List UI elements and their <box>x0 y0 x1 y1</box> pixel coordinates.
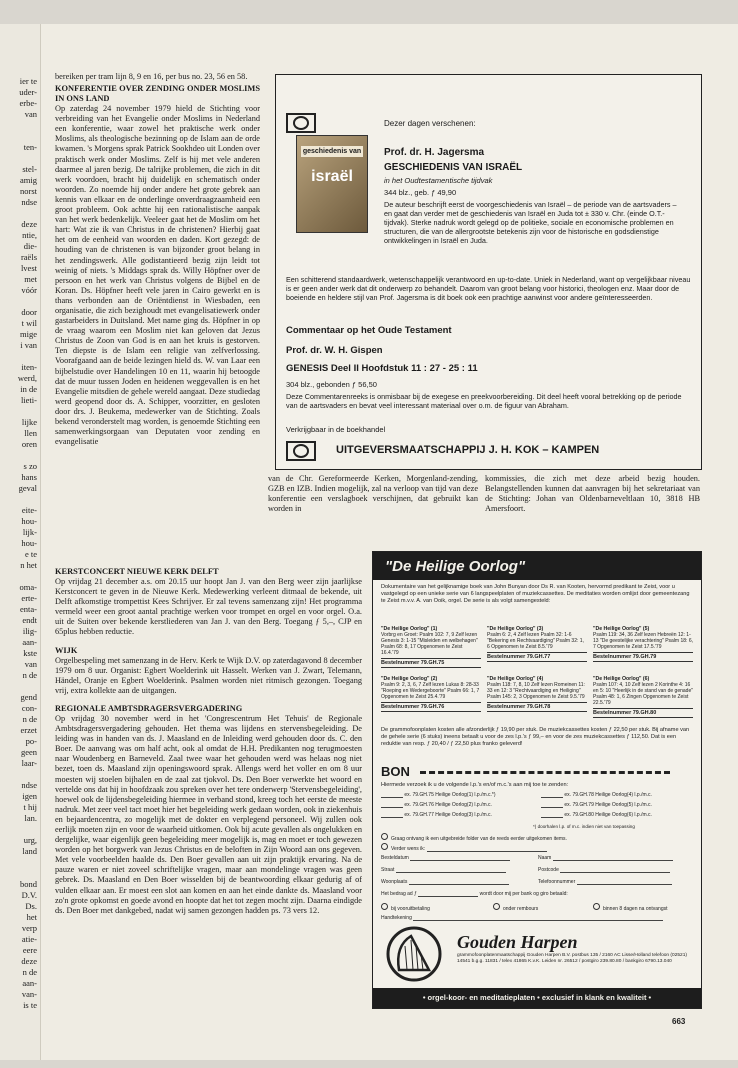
price-text: De grammofoonplaten kosten alle afzonderlijk ƒ 19,90 per stuk. De muziekcassettes kosten ƒ 22,50 per stuk. Bij afname van de gehele serie (6 stuks) ineens betaalt u voor de zes l.p.'s ƒ 99,– en voor de zes muziekcassettes ƒ 112,50. Dat is een reduktie van resp. ƒ 20,40 / ƒ 22,50 plus franko geleverd! <box>381 727 690 747</box>
gutter-fragment: geen <box>20 747 37 757</box>
author-jagersma: Prof. dr. H. Jagersma <box>384 147 485 158</box>
gutter-fragment: werd, <box>17 373 37 383</box>
folder-option-label: Graag ontvang ik een uitgebreide folder van de reeds eerder uitgekomen items. <box>391 836 567 842</box>
gutter-fragment: land <box>22 846 37 856</box>
pay-vooruit[interactable]: bij vooruitbetaling <box>381 903 430 912</box>
page-number: 663 <box>672 1017 686 1026</box>
gutter-fragment: is te <box>23 1000 37 1010</box>
bon-intro: Hiermede verzoek ik u de volgende l.p.'s en/of m.c.'s aan mij toe te zenden: <box>381 782 569 788</box>
desc-geschiedenis: De auteur beschrijft eerst de voorgeschiedenis van Israël – de periode van de aartsvaders – en gaat dan verder met de geschiedenis van Israël en Juda tot ± 330 v. Chr. (einde O.T.-tijdvak). Sterke nadruk wordt gelegd op de politieke, sociale en economische problemen en structuren, die van de allergrootste betekenis zijn voor de historische en godsdienstige ontwikkelingen in Israël en Juda. <box>384 200 677 245</box>
heading-kerstconcert: KERSTCONCERT NIEUWE KERK DELFT <box>55 567 219 576</box>
gutter-fragment: n de <box>22 714 37 724</box>
field-telefoon[interactable]: Telefoonnummer <box>538 879 672 885</box>
pay-rembours[interactable]: onder rembours <box>493 903 538 912</box>
bon-label: BON <box>381 764 410 779</box>
heading-konferentie: KONFERENTIE OVER ZENDING ONDER MOSLIMS IN ONS LAND <box>55 84 260 104</box>
series-item-details: Psalm 107: 4, 10 Zelf lezen 2 Korinthe 4: 16 en 5: 10 "Heerlijk in de stand van de genade" Psalm 48: 1, 6 Zingen Opgenomen te Zeist 22.5.'79 <box>593 682 694 706</box>
gutter-fragment: eere <box>22 945 37 955</box>
gutter-fragment: con- <box>21 703 37 713</box>
series-item-details: Psalm 6: 2, 4 Zelf lezen Psalm 32: 1-6 "Bekering en Rechtvaardiging" Psalm 32: 1, 6 Opgenomen te Zeist 8.5.'79 <box>487 632 584 650</box>
series-order-number: Bestelnummer 79.GH.80 <box>593 708 693 718</box>
gutter-fragment: lvest <box>20 263 37 273</box>
gutter-fragment: ilig- <box>22 626 37 636</box>
gutter-fragment: lijke <box>21 417 37 427</box>
series-item-title: "De Heilige Oorlog" (4) <box>487 676 544 682</box>
heilige-oorlog-advertisement <box>372 551 702 1009</box>
heading-wijk: WIJK <box>55 645 78 655</box>
series-order-number: Bestelnummer 79.GH.77 <box>487 652 587 662</box>
gutter-fragment: llen <box>24 428 37 438</box>
series-order-number: Bestelnummer 79.GH.79 <box>593 652 693 662</box>
ad-footer-banner: • orgel-koor- en meditatieplaten • exclusief in klank en kwaliteit • <box>373 988 701 1008</box>
order-line[interactable]: ex. 79.GH.75 Heilige Oorlog(1) l.p./m.c.*) <box>381 792 496 798</box>
gutter-fragment: hou- <box>21 538 37 548</box>
price-genesis: 304 blz., gebonden ƒ 56,50 <box>286 380 377 389</box>
gutter-fragment: van <box>24 659 37 669</box>
gutter-fragment: atie- <box>21 934 37 944</box>
gutter-fragment: deze <box>21 219 37 229</box>
series-item-title: "De Heilige Oorlog" (6) <box>593 676 650 682</box>
field-handtekening[interactable]: Handtekening <box>381 915 663 921</box>
gutter-fragment: oma- <box>19 582 37 592</box>
gutter-fragment <box>0 296 40 307</box>
gutter-fragment <box>0 571 40 582</box>
gutter-fragment: erzet <box>20 725 37 735</box>
series-order-number: Bestelnummer 79.GH.75 <box>381 658 481 668</box>
price-geschiedenis: 344 blz., geb. ƒ 49,90 <box>384 188 457 197</box>
gutter-fragment: van- <box>21 989 37 999</box>
gutter-fragment: oren <box>21 439 37 449</box>
order-footnote: *) doorhalen l.p. of m.c. indien niet van toepassing <box>533 824 635 829</box>
gutter-fragment: aan- <box>22 978 37 988</box>
book-cover-big: israël <box>311 168 353 185</box>
subtitle-geschiedenis: in het Oudtestamentische tijdvak <box>384 176 493 185</box>
gutter-fragment <box>0 131 40 142</box>
gutter-fragment: norst <box>20 186 37 196</box>
series-item-title: "De Heilige Oorlog" (3) <box>487 626 544 632</box>
author-gispen: Prof. dr. W. H. Gispen <box>286 345 383 356</box>
ambtsdragers-body: Op vrijdag 30 november werd in het 'Congrescentrum Het Tehuis' de Regionale Ambtsdragersvergadering gehouden. Het thema was lijdens en stervensbegeleiding. De leiding was in handen van ds. J. Maasland en de Inleiding werd gehouden door ds. C. den Boer. De aanvang was om half acht, ook al omdat de H.H. Predikanten nog terugmoesten naar Woudenberg en Barneveld. Zaal twee waar het gehouden werd was helaas nog niet bezet, toen ds. Maasland zijn openingswoord sprak. Allengs werd het voller en om 8 uur moesten wij stoelen bijhalen en de zaal zat tjokvol. Ds. Den Boer verwerkte het woord en vertelde ons dat hij in hoofdzaak zou spreken over het tere onderwerp 'Stervensbegeleiding', hoewel ook de lijdensbegeleiding hiermee in verband stond, kreeg toch het eerste de meeste nadruk. Met zeer veel tact moet hier het begeleiding werk gedaan worden, ook in ziekenhuis en bejaardencentra, zo mogelijk met de dokter en verplegend personeel. Wij zullen ook eerlijk moeten zijn en voor de waarheid uitkomen. Ook bij acute gevallen als ongelukken en dergelijke, waar eigenlijk geen begeleiding meer mogelijk is, mag en moet er toch gewezen worden op het borgwerk van Jezus Christus en de beloften in Zijn Woord aan ons gegeven. Met vele voorbeelden haalde ds. Den Boer gevallen aan uit zijn praktijk ervaring. Na de pauze waren er niet zoveel schriftelijke vragen, maar aan mondelinge vragen was geen gebrek. Ds. Maasland en Den Boer wisselden bij de beantwoording elkaar gedurig af of vulden elkaar aan. Er moest een slot aan komen en aan het einde dankte ds. Maasland voor zo'n grote opkomst en goede avond en hoopte dat het tot zegen mocht zijn. Daarna eindigde ds. Den Boer met dankgebed, nadat wij samen gezongen hadden ps. 73 vers 12. <box>55 713 362 915</box>
field-straat[interactable]: Straat <box>381 867 506 873</box>
gutter-fragment: igen <box>22 791 37 801</box>
order-line[interactable]: ex. 79.GH.76 Heilige Oorlog(2) l.p./m.c. <box>381 802 492 808</box>
gutter-fragment: endt <box>22 615 37 625</box>
gutter-fragment: lan. <box>24 813 37 823</box>
heading-ambtsdragers: REGIONALE AMBTSDRAGERSVERGADERING <box>55 703 243 713</box>
ad-intro: Dokumentaire van het gelijknamige boek van John Bunyan door Ds R. van Kooten, hervormd predikant te Zeist, voor u vastgelegd op een unieke serie van 6 langspeelplaten of muziekcassettes. De meditaties worden omlijst door gemeentezang te Zeist m.v.v. A. van Ooik, orgel. De serie is als volgt samengesteld: <box>381 584 690 604</box>
article-continuation-right <box>485 474 700 516</box>
gutter-fragment <box>0 824 40 835</box>
gutter-fragment: amig <box>20 175 37 185</box>
kok-logo-icon-bottom <box>286 441 316 461</box>
gutter-fragment: eite- <box>21 505 37 515</box>
series-item-details: Psalm 9: 2, 3, 6, 7 Zelf lezen Lukas 8: 28-33 "Roeping en Wedergeboorte" Psalm 66: 1, 7 Opgenomen te Zeist 25.4.'79 <box>381 682 480 700</box>
continuation-text-a: van de Chr. Gereformeerde Kerken, Morgenland-zending, GZB en IZB. Indien mogelijk, zal na verloop van tijd van deze konferentie een verslagboek verschijnen, dat gebruikt kan worden in <box>268 474 478 514</box>
gutter-fragment <box>0 153 40 164</box>
gutter-fragment: ier te <box>19 76 37 86</box>
gutter-fragment: n de <box>22 967 37 977</box>
gutter-fragment <box>0 868 40 879</box>
gutter-fragment: lijk- <box>22 527 37 537</box>
gutter-fragment: po- <box>25 736 37 746</box>
ad-title: "De Heilige Oorlog" <box>373 552 701 580</box>
gutter-fragment: verp <box>21 923 37 933</box>
gutter-fragment: t hij <box>23 802 37 812</box>
gutter-fragment: erte- <box>21 593 37 603</box>
series-item-details: Psalm 118: 7, 8, 10 Zelf lezen Romeinen 11: 33 en 12: 3 "Rechtvaardiging en Heiliging" Psalm 145: 2, 3 Opgenomen te Zeist 9.5.'79 <box>487 682 585 700</box>
gutter-fragment: geval <box>18 483 37 493</box>
series-item <box>487 626 587 662</box>
order-line[interactable]: ex. 79.GH.80 Heilige Oorlog(6) l.p./m.c. <box>541 812 652 818</box>
article-column-left <box>55 72 260 522</box>
gutter-fragment: t wil <box>21 318 37 328</box>
gutter-fragment <box>0 769 40 780</box>
order-line[interactable]: ex. 79.GH.77 Heilige Oorlog(3) l.p./m.c. <box>381 812 492 818</box>
gutter-fragment: ndse <box>21 780 37 790</box>
series-order-number: Bestelnummer 79.GH.76 <box>381 702 481 712</box>
gutter-fragment <box>0 450 40 461</box>
article-konferentie-body: Op zaterdag 24 november 1979 hield de Stichting voor verbreiding van het Evangelie onder Moslims in Nederland een konferentie, waar zowel het praktische werk onder Moslims, als theologische bezinning op de Islam aan de orde kwamen. 's Morgens sprak Patrick Sookhdeo uit Londen over praktisch werk onder Moslims. Zelf is hij met vele anderen daarmee al jaren bezig. De talrijke problemen, die zich in dit werk voordoen, bracht hij duidelijk en schematisch onder woorden. Zo noemde hij onder andere het grote gebrek aan kennis van elkaar en de onderlinge onverdraagzaamheid een groot probleem. Ook achtte hij een rationalistische aanpak van het werk bedenkelijk. Veeleer gaat het de Moslim om het hart: Wat zie ik van Christus in de christenen? Hierbij gaat het om de eenheid van woorden en daden. Kort gezegd: de houding van de christenen is van bijzonder groot belang in het zendingswerk. Alle godistantieerd bezig zijn leidt tot weinig of niets. 's Middags sprak ds. Willy Höpfner over de persoon en het werk van Christus volgens de Bijbel en de Koran. Ds. Höpfner heeft vele jaren in Cairo gewerkt en is thans verbonden aan de Oriëntdienst in Wiesbaden, een organisatie, die zich bezighoudt met evangelisatiewerk onder gastarbeiders in Duitsland. Met name ging ds. Höpfner in op de vraag waarom een Moslim niet kan geloven dat Jezus Christus de Zoon van God is en aan het kruis is gestorven. Ten diepste is de Islam een religie van zelfverlossing. Voorafgaand aan de beide lezingen hield ds. W. van Laar een bijbelstudie over Handelingen 10 en 11, waarin hij betoogde dat de muur tussen Joden en heidenen weggevallen is en het Evangelie mitsdien de gehele wereld aangaat. Deze studiedag werd geopend door ds. A. Schipper, voorzitter, en gesloten door drs. J. Beukema, medewerker van de Stichting. Zoals bekend veronderstelt mag worden, is genoemde Stichting een samenwerkingsorgaan van Deputaten voor zending en evangelisatie <box>55 104 260 447</box>
gutter-fragment: in de <box>20 384 37 394</box>
gutter-fragment <box>0 857 40 868</box>
desc-geschiedenis-2: Een schitterend standaardwerk, wetenschappelijk verantwoord en up-to-date. Uniek in Nederland, want op vergelijkbaar niveau is er geen ander werk dat dit onderwerp zo behandelt. Daarom van groot belang voor historici, theologen enz. Maar door de boeiende en heldere stijl van Prof. Jagersma is dit boek ook een prachtige aanwinst voor andere geïnteresseerden. <box>286 275 691 302</box>
title-geschiedenis: GESCHIEDENIS VAN ISRAËL <box>384 162 523 173</box>
gutter-fragment: uder- <box>19 87 37 97</box>
verder-option[interactable] <box>381 843 547 852</box>
gutter-fragment: met <box>24 274 37 284</box>
left-gutter-clipped-column <box>0 24 41 1060</box>
gutter-fragment: s zo <box>23 461 37 471</box>
kok-logo-icon <box>286 113 316 133</box>
gutter-fragment: i van <box>20 340 37 350</box>
wijk-body: Orgelbespeling met samenzang in de Herv. Kerk te Wijk D.V. op zaterdagavond 8 december 1979 om 8 uur. Organist: Egbert Woelderink uit Hasselt. Werken van J. Zwart, Telemann, Händel, Oranje en Egbert Woelderink. Psalmen worden niet ritmisch gezongen. Toegang vrij, extra kollekte aan de uitgangen. <box>55 655 362 695</box>
gutter-fragment: het <box>26 912 37 922</box>
series-item <box>487 676 587 712</box>
gutter-fragment <box>0 494 40 505</box>
pay-binnen[interactable]: binnen 8 dagen na ontvangst <box>593 903 668 912</box>
gutter-fragment: n de <box>22 670 37 680</box>
article-continuation-left <box>268 474 478 516</box>
gutter-fragment <box>0 208 40 219</box>
series-item-title: "De Heilige Oorlog" (5) <box>593 626 650 632</box>
gutter-fragment <box>0 406 40 417</box>
field-woonplaats[interactable]: Woonplaats <box>381 879 509 885</box>
kok-advertisement <box>275 74 702 470</box>
publisher-name: UITGEVERSMAATSCHAPPIJ J. H. KOK – KAMPEN <box>336 444 600 456</box>
order-line[interactable]: ex. 79.GH.79 Heilige Oorlog(5) l.p./m.c. <box>541 802 652 808</box>
magazine-page <box>0 24 738 1060</box>
continuation-text-b: kommissies, die zich met deze arbeid bezig houden. Belangstellenden kunnen dat aanvragen bij het sekretariaat van de Stichting: Johan van Oldenbarneveltlaan 10, 3818 HB Amersfoort. <box>485 474 700 514</box>
book-cover-title: geschiedenis van <box>302 148 362 155</box>
bon-heading <box>381 764 693 779</box>
field-postcode[interactable]: Postcode <box>538 867 670 873</box>
brand-address: grammofoonplatenmaatschappij Gouden Harpen B.V. postbus 135 / 2160 AC Lisse/Holland telefoon (02521) 14541 b.g.g. 11831 / telex 41865 K.v.K. Leiden nr. 26512 / postgiro 239.80.80 / bankgiro 6790.13.040 <box>457 953 687 964</box>
gutter-fragment: urg, <box>23 835 37 845</box>
folder-option[interactable] <box>381 833 567 842</box>
series-heading: Commentaar op het Oude Testament <box>286 325 452 336</box>
harp-logo-icon <box>385 926 443 982</box>
gutter-fragment: door <box>21 307 37 317</box>
series-item-title: "De Heilige Oorlog" (2) <box>381 676 438 682</box>
title-genesis: GENESIS Deel II Hoofdstuk 11 : 27 - 25 : 11 <box>286 363 478 374</box>
gutter-fragment: hou- <box>21 516 37 526</box>
series-item-details: Vorbrg en Groet: Psalm 102: 7, 9 Zelf lezen Genesis 3: 1-15 "Misleiden en welbehagen" Psalm 68: 8, 17 Opgenomen te Zeist 16.4.'79 <box>381 632 478 656</box>
order-line[interactable]: ex. 79.GH.78 Heilige Oorlog(4) l.p./m.c. <box>541 792 652 798</box>
series-item-details: Psalm 119: 34, 36 Zelf lezen Hebreën 12: 1-13 "De geestelijke verachtering" Psalm 18: 6, 7 Opgenomen te Zeist 17.5.'79 <box>593 632 693 650</box>
gutter-fragment: deze <box>21 956 37 966</box>
gutter-fragment: n het <box>20 560 37 570</box>
gutter-fragment: ndse <box>21 197 37 207</box>
gutter-fragment: enta- <box>20 604 37 614</box>
gutter-fragment: Ds. <box>25 901 37 911</box>
article-column-lower <box>55 567 362 1007</box>
series-item <box>593 626 693 662</box>
field-bedrag[interactable]: Het bedrag ad ƒ wordt door mij per bank og giro betaald: <box>381 891 568 897</box>
gutter-fragment <box>0 120 40 131</box>
gutter-fragment: e te <box>24 549 37 559</box>
desc-genesis: Deze Commentarenreeks is onmisbaar bij de exegese en preekvoorbereiding. Dit deel heeft vooral betrekking op de periode van de aartsvaders en bevat veel interessant materiaal over o.m. de figuur van Abraham. <box>286 392 682 410</box>
gutter-fragment <box>0 681 40 692</box>
gutter-fragment: erbe- <box>19 98 37 108</box>
gutter-fragment: mige <box>20 329 37 339</box>
gutter-fragment: laar- <box>21 758 37 768</box>
gutter-fragment: lieti- <box>20 395 37 405</box>
gutter-fragment: gend <box>20 692 37 702</box>
field-naam[interactable]: Naam <box>538 855 673 861</box>
gutter-fragment: ten- <box>23 142 37 152</box>
announce-text: Dezer dagen verschenen: <box>384 119 476 128</box>
gutter-fragment: iten- <box>21 362 37 372</box>
intro-text: bereiken per tram lijn 8, 9 en 16, per bus no. 23, 56 en 58. <box>55 72 248 81</box>
gutter-fragment: raëls <box>20 252 37 262</box>
series-item <box>593 676 693 718</box>
gutter-fragment <box>0 351 40 362</box>
brand-name: Gouden Harpen <box>457 932 578 952</box>
gutter-fragment: ntie, <box>22 230 37 240</box>
gutter-fragment: hans <box>21 472 37 482</box>
book-cover-image <box>296 135 368 233</box>
gutter-fragment: kste <box>23 648 37 658</box>
gutter-fragment: vóór <box>21 285 37 295</box>
gutter-fragment: die- <box>23 241 37 251</box>
gutter-fragment: bond <box>20 879 37 889</box>
field-besteldatum[interactable]: Besteldatum <box>381 855 510 861</box>
series-order-number: Bestelnummer 79.GH.78 <box>487 702 587 712</box>
availability-text: Verkrijgbaar in de boekhandel <box>286 425 386 434</box>
gutter-fragment: aan- <box>22 637 37 647</box>
kerstconcert-body: Op vrijdag 21 december a.s. om 20.15 uur hoopt Jan J. van den Berg weer zijn jaarlijkse Kerstconcert te geven in de Nieuwe Kerk. Medewerking verleent ditmaal de bekende, uit Delft afkomstige trompettist Kees Schrijver. Er zal tevens samenzang zijn! Het programma vermeld weer een groot aantal prachtige werken voor trompet en orgel en voor orgel. O.a. uit de Suiten over bekende kerstliederen van Jan J. van den Berg. Toegang ƒ 5,–, CJP en 65plus hebben reductie. <box>55 577 362 637</box>
gutter-fragment: stel- <box>22 164 37 174</box>
gutter-fragment: van <box>24 109 37 119</box>
series-item-title: "De Heilige Oorlog" (1) <box>381 626 438 632</box>
gutter-fragment: D.V. <box>21 890 37 900</box>
series-item <box>381 676 481 712</box>
verder-option-label: Verder wens ik: <box>391 846 426 852</box>
series-item <box>381 626 481 668</box>
